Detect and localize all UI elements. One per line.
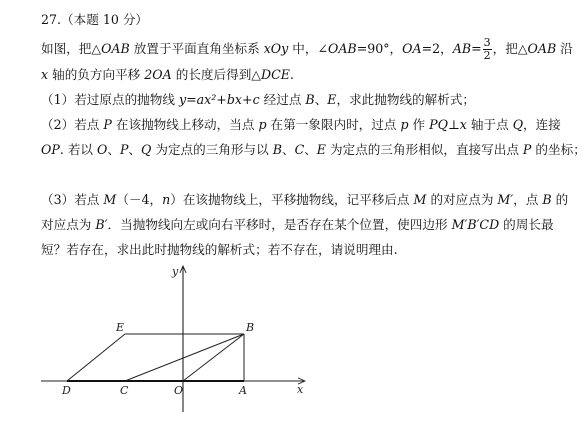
triangle-oab: OAB [101, 41, 130, 56]
point-m: M [413, 192, 427, 207]
text: 沿 [556, 41, 573, 56]
text: . [289, 67, 294, 82]
point-q: Q [512, 117, 524, 132]
point-q: Q [141, 142, 152, 157]
point-p: P [103, 117, 112, 132]
segment-cb [125, 334, 244, 381]
text: ．当抛物线向左或向右平移时，是否存在某个位置，使四边形 [107, 217, 452, 232]
label-a: A [239, 384, 247, 397]
point-b: B [305, 92, 315, 107]
label-b: B [246, 321, 255, 334]
variable-n: n [162, 192, 171, 207]
segment-op: OP [41, 142, 60, 157]
text: 经过点 [259, 92, 306, 107]
text: ，连接 [523, 117, 561, 132]
text: 的坐标； [531, 142, 586, 157]
text: 轴于点 [466, 117, 513, 132]
text: （－4， [116, 192, 163, 207]
text: 、 [304, 142, 317, 157]
text: 、 [314, 92, 328, 107]
text: = [471, 41, 482, 56]
text: ，求此抛物线的解析式； [336, 92, 476, 107]
text: 在该抛物线上移动，当点 [111, 117, 259, 132]
quadrilateral: M′B′CD [451, 217, 500, 232]
text: =90°， [356, 41, 403, 56]
point-c: C [294, 142, 305, 157]
point-b: B [542, 192, 552, 207]
text: . 若以 [59, 142, 98, 157]
point-m-prime: M′ [497, 192, 514, 207]
x-axis-ref: x [41, 67, 49, 82]
point-p: p [400, 117, 409, 132]
parabola-formula: y=ax²+bx+c [178, 92, 260, 107]
text: 对应点为 [41, 217, 96, 232]
point-p: p [258, 117, 267, 132]
x-axis-ref: x [459, 117, 467, 132]
text: 作 [408, 117, 430, 132]
problem-number: 27.（本题 10 分） [41, 12, 149, 27]
text: 中，∠ [288, 41, 328, 56]
text: ）在该抛物线上，平移抛物线，记平移后点 [170, 192, 414, 207]
text: 的 [551, 192, 569, 207]
length-2oa: 2OA [144, 67, 172, 82]
text: 、 [107, 142, 120, 157]
fraction-numerator: 3 [483, 36, 491, 49]
text: （1）若过原点的抛物线 [41, 92, 179, 107]
segment-pq: PQ [429, 117, 448, 132]
text: （2）若点 [41, 117, 104, 132]
point-b-prime: B′ [95, 217, 108, 232]
text: =2， [421, 41, 453, 56]
point-p: P [522, 142, 532, 157]
perpendicular-symbol: ⊥ [447, 117, 460, 132]
triangle-oab: OAB [527, 41, 557, 56]
point-b: B [272, 142, 282, 157]
text: 放置于平面直角坐标系 [129, 41, 264, 56]
text: 如图，把△ [41, 41, 102, 56]
segment-ob [183, 334, 244, 381]
text: 轴的负方向平移 [48, 67, 145, 82]
text: 为定点的三角形与以 [151, 142, 273, 157]
text: 的周长最 [499, 217, 554, 232]
label-d: D [62, 384, 71, 397]
text: 、 [128, 142, 142, 157]
label-x: x [297, 383, 304, 396]
label-c: C [120, 384, 129, 397]
text: 的长度后得到△ [171, 67, 261, 82]
text: 的对应点为 [426, 192, 498, 207]
label-e: E [116, 321, 125, 334]
label-y: y [172, 265, 179, 278]
text: （3）若点 [41, 192, 104, 207]
text: 短？若存在，求出此时抛物线的解析式；若不存在，请说明理由. [41, 242, 398, 257]
fraction-denominator: 2 [483, 49, 491, 62]
point-o: O [97, 142, 108, 157]
text: 、 [281, 142, 295, 157]
text: 在第一象限内时，过点 [266, 117, 401, 132]
point-e: E [316, 142, 326, 157]
point-e: E [327, 92, 337, 107]
label-o: O [174, 384, 184, 397]
text: 为定点的三角形相似，直接写出点 [326, 142, 523, 157]
segment-oa: OA [402, 41, 422, 56]
point-m: M [103, 192, 117, 207]
text: ，把△ [492, 41, 528, 56]
point-p: P [119, 142, 129, 157]
segment-ab: AB [452, 41, 472, 56]
triangle-dce: DCE [260, 67, 290, 82]
angle-oab: OAB [328, 41, 357, 56]
coordinate-system: xOy [263, 41, 289, 56]
text: ，点 [513, 192, 543, 207]
segment-de [67, 334, 125, 381]
